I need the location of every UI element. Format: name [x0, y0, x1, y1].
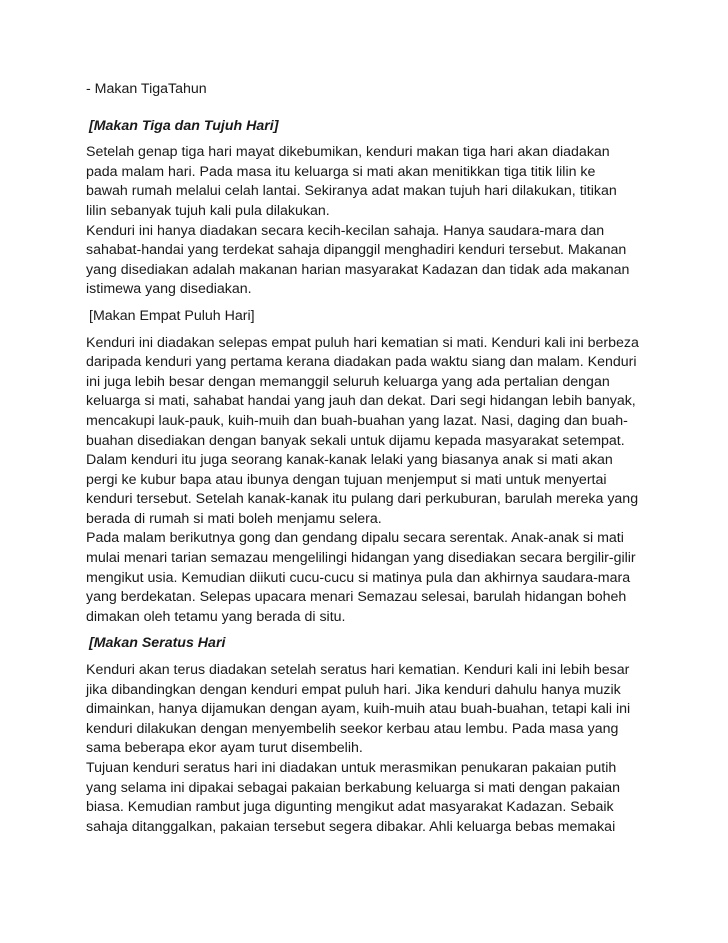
document-top-label: - Makan TigaTahun: [86, 81, 207, 97]
text-line: Kenduri ini hanya diadakan secara kecih-kecilan sahaja. Hanya saudara-mara dan: [86, 222, 605, 239]
text-line: kenduri dilakukan dengan menyembelih seekor kerbau atau lembu. Pada masa yang: [86, 720, 619, 737]
text-line: pergi ke kubur bapa atau ibunya dengan tujuan menjemput si mati untuk menyertai: [86, 471, 607, 488]
text-line: keluarga si mati, sahabat handai yang jauh dan dekat. Dari segi hidangan lebih banyak,: [86, 393, 636, 410]
text-line: sama beberapa ekor ayam turut disembelih.: [86, 740, 363, 757]
section-heading: [Makan Empat Puluh Hari]: [89, 307, 255, 324]
text-line: lilin sebanyak tujuh kali pula dilakukan.: [86, 202, 330, 219]
text-line: Pada malam berikutnya gong dan gendang dipalu secara serentak. Anak-anak si mati: [86, 530, 624, 547]
section-body: [86, 143, 666, 300]
text-line: Dalam kenduri itu juga seorang kanak-kanak lelaki yang biasanya anak si mati akan: [86, 452, 613, 469]
text-line: ini juga lebih besar dengan memanggil seluruh keluarga yang ada pertalian dengan: [86, 373, 610, 390]
section-heading: [Makan Tiga dan Tujuh Hari]: [89, 117, 279, 134]
section-makan-seratus: [86, 634, 666, 837]
text-line: mencakupi lauk-pauk, kuih-muih dan buah-buahan yang lazat. Nasi, daging dan buah-: [86, 412, 628, 429]
document-page: [86, 80, 666, 844]
text-line: dimainkan, hanya dijamukan dengan ayam, kuih-muih atau buah-buahan, tetapi kali ini: [86, 701, 631, 718]
text-line: sahabat-handai yang terdekat sahaja dipanggil menghadiri kenduri tersebut. Makanan: [86, 242, 627, 259]
text-line: jika dibandingkan dengan kenduri empat puluh hari. Jika kenduri dahulu hanya muzik: [86, 681, 621, 698]
text-line: sahaja ditanggalkan, pakaian tersebut segera dibakar. Ahli keluarga bebas memakai: [86, 818, 616, 835]
text-line: Kenduri ini diadakan selepas empat puluh hari kematian si mati. Kenduri kali ini berbeza: [86, 334, 639, 351]
text-line: yang berdekatan. Selepas upacara menari Semazau selesai, barulah hidangan boheh: [86, 589, 627, 606]
section-body: [86, 334, 666, 628]
text-line: Setelah genap tiga hari mayat dikebumikan, kenduri makan tiga hari akan diadakan: [86, 144, 610, 161]
text-line: biasa. Kemudian rambut juga digunting mengikut adat masyarakat Kadazan. Sebaik: [86, 799, 614, 816]
section-body: [86, 661, 666, 837]
text-line: kenduri tersebut. Setelah kanak-kanak itu pulang dari perkuburan, barulah mereka yang: [86, 491, 639, 508]
text-line: mengikut usia. Kemudian diikuti cucu-cucu si matinya pula dan akhirnya saudara-mara: [86, 569, 631, 586]
text-line: pada malam hari. Pada masa itu keluarga si mati akan menitikkan tiga titik lilin ke: [86, 163, 596, 180]
text-line: Kenduri akan terus diadakan setelah seratus hari kematian. Kenduri kali ini lebih besar: [86, 662, 630, 679]
section-makan-tiga-tujuh: [86, 117, 666, 300]
text-line: buahan disediakan dengan banyak sekali untuk dijamu kepada masyarakat setempat.: [86, 432, 625, 449]
text-line: istimewa yang disediakan.: [86, 281, 252, 298]
text-line: yang selama ini dipakai sebagai pakaian berkabung keluarga si mati dengan pakaian: [86, 779, 620, 796]
text-line: berada di rumah si mati boleh menjamu selera.: [86, 510, 382, 527]
text-line: mulai menari tarian semazau mengelilingi hidangan yang disediakan secara bergilir-gilir: [86, 550, 636, 567]
text-line: yang disediakan adalah makanan harian masyarakat Kadazan dan tidak ada makanan: [86, 261, 630, 278]
text-line: dimakan oleh tetamu yang berada di situ.: [86, 608, 346, 625]
text-line: Tujuan kenduri seratus hari ini diadakan untuk merasmikan penukaran pakaian putih: [86, 760, 617, 776]
section-heading: [Makan Seratus Hari: [89, 635, 226, 652]
text-line: daripada kenduri yang pertama kerana diadakan pada waktu siang dan malam. Kenduri: [86, 354, 637, 371]
text-line: bawah rumah melalui celah lantai. Sekiranya adat makan tujuh hari dilakukan, titikan: [86, 183, 617, 200]
section-makan-empat-puluh: [86, 307, 666, 628]
